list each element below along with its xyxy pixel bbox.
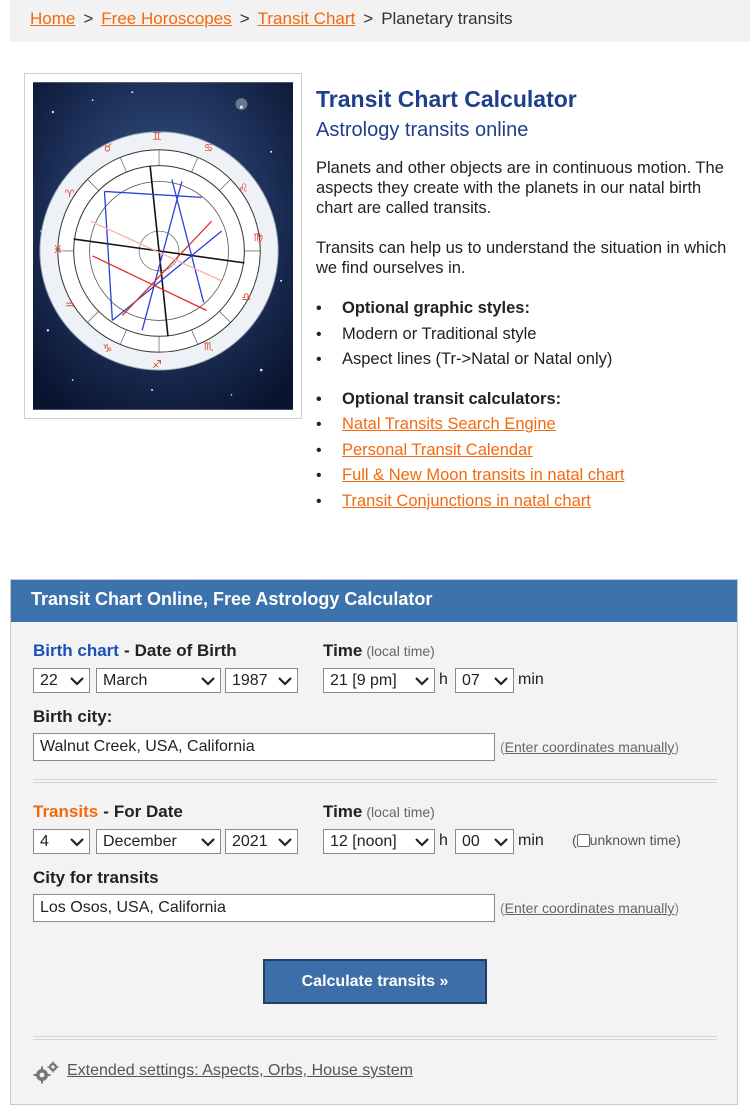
birth-coord-wrapper: (Enter coordinates manually) [500,739,679,755]
transit-year-select[interactable] [225,829,298,854]
list-item [316,412,736,438]
gears-icon [33,1060,61,1084]
transit-form-panel [10,579,738,1105]
divider [33,779,717,783]
svg-text:♈: ♈ [64,187,75,201]
birth-city-input[interactable]: Walnut Creek, USA, California [33,733,495,761]
transit-month-select[interactable] [96,829,221,854]
extended-settings [33,1062,413,1080]
breadcrumb-separator: > [83,9,94,28]
birth-time-label [323,641,435,661]
natal-transits-search-link[interactable]: Natal Transits Search Engine [342,415,556,433]
chevron-down-icon [493,673,509,689]
svg-text:♋: ♋ [203,141,214,155]
calculate-transits-button[interactable]: Calculate transits » [263,959,487,1004]
hour-unit: h [439,671,448,688]
svg-text:♑: ♑ [102,342,113,356]
hour-unit: h [439,832,448,849]
chevron-down-icon [493,834,509,850]
chevron-down-icon [414,673,430,689]
list-item: • Aspect lines (Tr->Natal or Natal only) [316,347,736,373]
birth-time-label-text: Time [323,641,363,660]
transit-day-value: 4 [40,833,49,850]
list-item [316,489,736,515]
unknown-time-label: unknown time [589,832,677,848]
chevron-down-icon [69,834,85,850]
birth-chart-label: Birth chart - Date of Birth [33,641,237,660]
transit-enter-coordinates-link[interactable]: Enter coordinates manually [504,900,675,916]
chevron-down-icon [200,673,216,689]
birth-city-label: Birth city: [33,707,113,726]
transits-label-b: For Date [113,802,183,821]
birth-minute-value: 07 [462,672,480,689]
birth-year-value: 1987 [232,672,268,689]
transits-label-a: Transits [33,802,99,821]
birth-enter-coordinates-link[interactable]: Enter coordinates manually [504,739,675,755]
graphic-styles-list [316,296,736,373]
unknown-time-checkbox[interactable] [577,834,590,847]
svg-text:♊: ♊ [152,129,162,143]
list-item: • Optional graphic styles: [316,296,736,322]
list-item: • Modern or Traditional style [316,322,736,348]
breadcrumb [10,0,750,42]
birth-month-value: March [103,672,148,689]
transit-hour-select[interactable] [323,829,435,854]
transit-coord-wrapper: (Enter coordinates manually) [500,900,679,916]
transit-conjunctions-link[interactable]: Transit Conjunctions in natal chart [342,491,591,510]
transit-city-input[interactable]: Los Osos, USA, California [33,894,495,922]
chevron-down-icon [277,834,293,850]
intro-paragraph-2: Transits can help us to understand the situation in which we find ourselves in. [316,239,727,277]
svg-text:♍: ♍ [253,231,264,245]
transit-year-value: 2021 [232,833,268,850]
transit-day-select[interactable] [33,829,90,854]
form-title: Transit Chart Online, Free Astrology Calculator [11,580,737,622]
birth-chart-label-b: Date of Birth [134,641,237,660]
breadcrumb-separator: > [239,9,250,28]
list-item [316,438,736,464]
chevron-down-icon [414,834,430,850]
chevron-down-icon [200,834,216,850]
birth-year-select[interactable] [225,668,298,693]
transit-chart-image [24,73,302,419]
extended-settings-link[interactable]: Extended settings: Aspects, Orbs, House system [67,1062,413,1079]
breadcrumb-transit-chart[interactable]: Transit Chart [257,9,356,28]
transit-calculators-list [316,387,736,515]
birth-chart-label-a: Birth chart [33,641,119,660]
breadcrumb-separator: > [363,9,374,28]
divider [33,1036,717,1040]
breadcrumb-home[interactable]: Home [30,9,76,28]
moon-transits-link[interactable]: Full & New Moon transits in natal chart [342,466,625,484]
transit-minute-select[interactable] [455,829,514,854]
svg-text:♒: ♒ [64,298,75,312]
svg-text:♌: ♌ [238,181,249,195]
transit-time-label-text: Time [323,802,363,821]
transit-time-label [323,802,435,822]
unknown-time-wrapper: ( unknown time) [572,832,681,848]
page-subtitle: Astrology transits online [316,119,529,141]
svg-text:♓: ♓ [52,242,63,256]
list-item: • Optional transit calculators: [316,387,736,413]
transit-time-note: (local time) [366,804,435,820]
birth-time-note: (local time) [366,643,435,659]
transit-hour-value: 12 [noon] [330,833,397,850]
transit-chart-wheel-illustration [33,82,293,410]
transits-label: Transits - For Date [33,802,183,821]
intro-section [316,86,736,514]
svg-text:♎: ♎ [241,290,252,304]
page-title: Transit Chart Calculator [316,86,577,112]
birth-minute-select[interactable] [455,668,514,693]
svg-text:♏: ♏ [203,340,214,354]
transit-minute-value: 00 [462,833,480,850]
minute-unit: min [518,671,544,688]
breadcrumb-free-horoscopes[interactable]: Free Horoscopes [101,9,232,28]
transit-city-label: City for transits [33,868,159,887]
birth-day-select[interactable] [33,668,90,693]
intro-paragraph-1: Planets and other objects are in continuous motion. The aspects they create with the planets in our natal birth chart are called transits. [316,159,724,217]
birth-day-value: 22 [40,672,58,689]
personal-transit-calendar-link[interactable]: Personal Transit Calendar [342,440,533,459]
birth-month-select[interactable] [96,668,221,693]
minute-unit: min [518,832,544,849]
list-item [316,463,736,489]
svg-text:♐: ♐ [152,358,162,372]
birth-hour-value: 21 [9 pm] [330,672,397,689]
transit-month-value: December [103,833,177,850]
svg-text:♉: ♉ [102,141,113,155]
chevron-down-icon [69,673,85,689]
breadcrumb-current: Planetary transits [381,9,513,28]
chevron-down-icon [277,673,293,689]
birth-hour-select[interactable] [323,668,435,693]
